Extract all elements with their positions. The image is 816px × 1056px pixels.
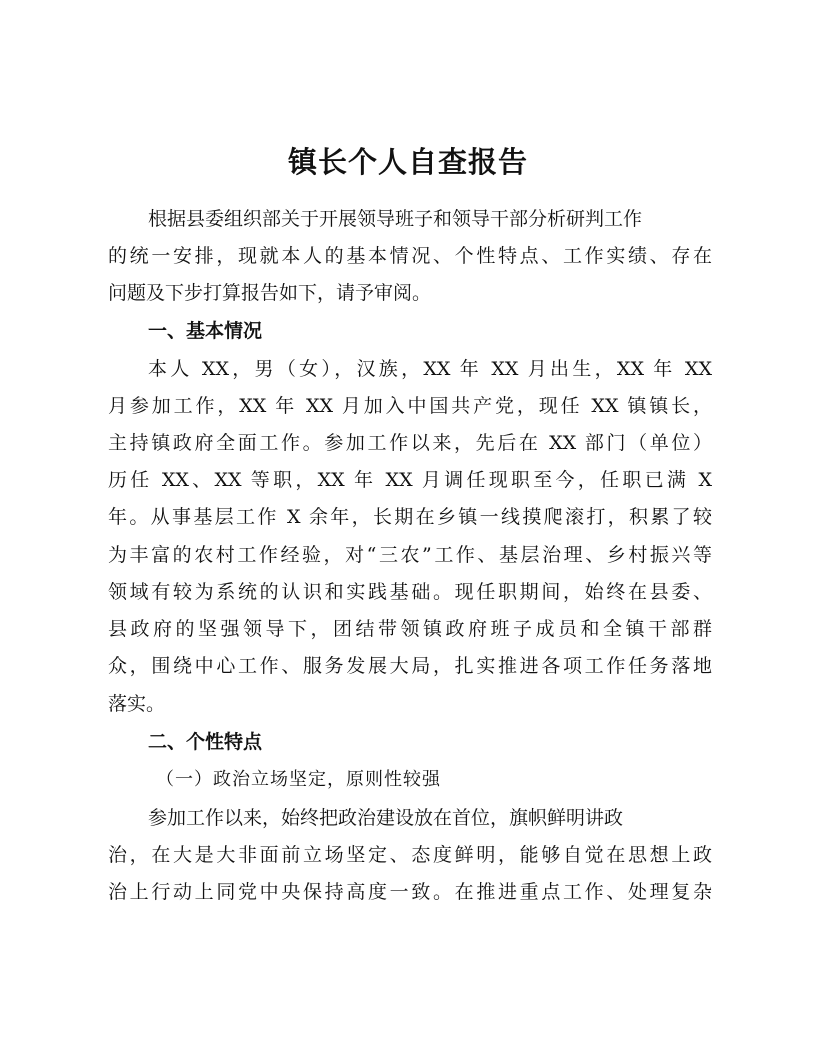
paragraph-line: 问题及下步打算报告如下，请予审阅。 <box>108 282 432 304</box>
section-heading: 二、个性特点 <box>148 731 263 753</box>
paragraph-line: 月参加工作，XX 年 XX 月加入中国共产党，现任 XX 镇镇长， <box>108 395 712 417</box>
subsection-heading: （一）政治立场坚定，原则性较强 <box>156 769 441 790</box>
paragraph-line: 年。从事基层工作 X 余年，长期在乡镇一线摸爬滚打，积累了较 <box>108 506 712 528</box>
paragraph-line: 落实。 <box>108 693 166 715</box>
document-title: 镇长个人自查报告 <box>287 145 528 179</box>
paragraph-line: 的统一安排，现就本人的基本情况、个性特点、工作实绩、存在 <box>108 245 712 267</box>
paragraph-line: 为丰富的农村工作经验，对“三农”工作、基层治理、乡村振兴等 <box>108 544 712 566</box>
paragraph-line: 治，在大是大非面前立场坚定、态度鲜明，能够自觉在思想上政 <box>108 844 712 866</box>
paragraph-line: 领域有较为系统的认识和实践基础。现任职期间，始终在县委、 <box>108 581 712 603</box>
paragraph-line: 治上行动上同党中央保持高度一致。在推进重点工作、处理复杂 <box>108 881 712 903</box>
paragraph-line: 根据县委组织部关于开展领导班子和领导干部分析研判工作 <box>148 208 643 230</box>
paragraph-line: 主持镇政府全面工作。参加工作以来，先后在 XX 部门（单位） <box>108 432 712 454</box>
section-heading: 一、基本情况 <box>148 320 263 342</box>
paragraph-line: 本人 XX，男（女），汉族，XX 年 XX 月出生，XX 年 XX <box>148 358 712 380</box>
paragraph-line: 众，围绕中心工作、服务发展大局，扎实推进各项工作任务落地 <box>108 655 712 677</box>
paragraph-line: 参加工作以来，始终把政治建设放在首位，旗帜鲜明讲政 <box>148 807 624 829</box>
paragraph-line: 县政府的坚强领导下，团结带领镇政府班子成员和全镇干部群 <box>108 618 712 640</box>
paragraph-line: 历任 XX、XX 等职，XX 年 XX 月调任现职至今，任职已满 X <box>108 469 712 491</box>
